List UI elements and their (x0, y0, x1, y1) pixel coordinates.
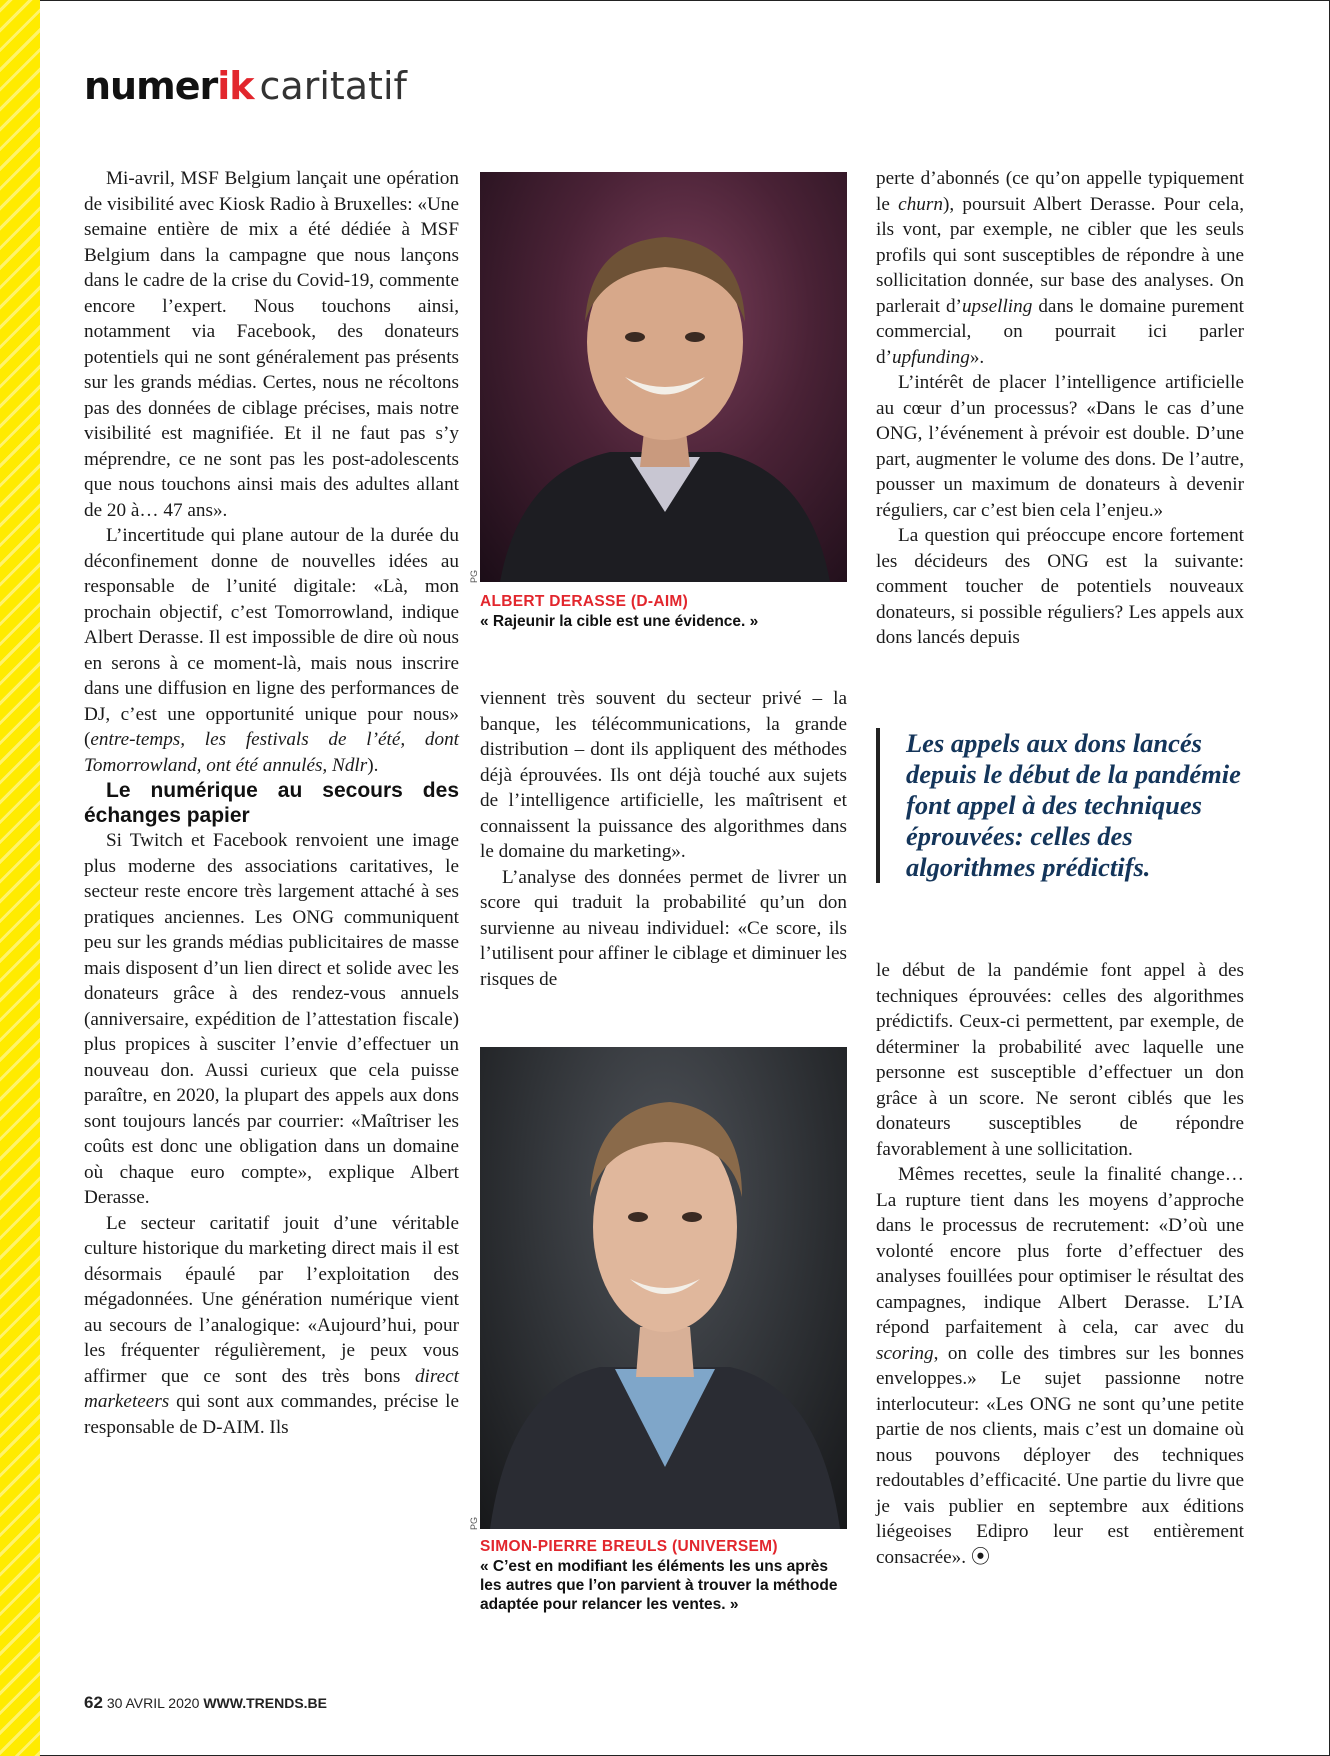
text: L’incertitude qui plane autour de la durée du déconfinement donne de nouvelles idées au responsable de l’unité digitale: «Là, mon prochain objectif, c’est Tomorrowland, indique Albert Derasse. Il est impossible de dire où nous en serons à ce moment-là, mais nous inscrire dans une diffusion en ligne des performances de DJ, c’est une opportunité unique pour nous» ( (84, 525, 459, 750)
portrait-photo-simon-pierre-breuls (480, 1047, 847, 1529)
paragraph: La question qui préoccupe encore fortement les décideurs des ONG est la suivante: comment toucher de potentiels nouveaux donateurs, si possible réguliers? Les appels aux dons lancés depuis (876, 525, 1244, 648)
paragraph (84, 523, 459, 778)
portrait-illustration (480, 172, 847, 582)
paragraph: Mi-avril, MSF Belgium lançait une opération de visibilité avec Kiosk Radio à Bruxelles: «Une semaine entière de mix a été dédiée à MSF Belgium dans la campagne que nous lançons dans le cadre de la crise du Covid-19, commente encore l’expert. Nous touchons ainsi, notamment via Facebook, des donateurs potentiels qui ne sont généralement pas présents sur les grands médias. Certes, nous ne récoltons pas des données de ciblage précises, mais notre visibilité est magnifiée. Et il ne faut pas s’y méprendre, ce ne sont pas les post-adolescents que nous touchons ainsi mais des adultes allant de 20 à… 47 ans». (84, 168, 459, 521)
brand-part1: numer (84, 64, 218, 108)
paragraph: L’analyse des données permet de livrer un score qui traduit la probabilité qu’un don survienne au niveau individuel: «Ce score, ils l’utilisent pour affiner le ciblage et diminuer les risques de (480, 866, 847, 990)
caption-name: ALBERT DERASSE (D-AIM) (480, 593, 689, 610)
italic-text: upselling (961, 295, 1033, 317)
brand-logo (84, 64, 254, 108)
text: Le secteur caritatif jouit d’une véritable culture historique du marketing direct mais il est désormais épaulé par l’exploitation des mégadonnées. Une génération numérique vient au secours de l’analogique: «Aujourd’hui, pour les fréquenter régulièrement, je peux vous affirmer que ce sont des très bons (84, 1212, 459, 1387)
text: dans le domaine purement commercial, on pourrait ici parler d’ (876, 295, 1244, 368)
article-column-1 (84, 166, 459, 1440)
photo-caption (480, 1537, 850, 1614)
page-number: 62 (84, 1693, 103, 1712)
text: ), poursuit Albert Derasse. Pour cela, ils vont, par exemple, ne cibler que les seuls profils qui sont susceptibles de répondre à une sollicitation donnée, sur base des analyses. On parlerait d’ (876, 193, 1244, 317)
portrait-photo-albert-derasse (480, 172, 847, 582)
website-link: WWW.TRENDS.BE (203, 1695, 327, 1711)
article-column-3-top (876, 166, 1244, 651)
italic-text: upfunding (891, 346, 970, 368)
subheading: Le numérique au secours des échanges papier (84, 779, 459, 827)
end-of-article-icon: ⦿ (966, 1546, 991, 1568)
page-header (84, 64, 407, 108)
caption-quote: « Rajeunir la cible est une évidence. » (480, 613, 759, 630)
section-title: caritatif (259, 64, 407, 108)
italic-text: churn (898, 193, 943, 215)
photo-caption (480, 592, 850, 631)
paragraph: viennent très souvent du secteur privé – la banque, les télécommunications, la grande distribution – dont ils appliquent des méthodes déjà éprouvées. Ils ont déjà touché aux sujets de l’intelligence artificielle, les maîtrisent et connaissent la puissance des algorithmes dans le domaine du marketing». (480, 688, 847, 862)
paragraph (876, 166, 1244, 370)
text: qui sont aux commandes, précise le responsable de D-AIM. Ils (84, 1391, 459, 1438)
italic-text: entre-temps, les festivals de l’été, dont Tomorrowland, ont été annulés, Ndlr (84, 729, 459, 776)
portrait-illustration (480, 1047, 847, 1529)
page-footer (84, 1693, 327, 1713)
article-column-3-bottom (876, 958, 1244, 1570)
caption-quote: « C’est en modifiant les éléments les uns après les autres que l’on parvient à trouver la méthode adaptée pour relancer les ventes. » (480, 1558, 838, 1613)
paragraph (84, 1211, 459, 1441)
issue-date: 30 AVRIL 2020 (106, 1695, 200, 1711)
text: , on colle des timbres sur les bonnes enveloppes.» Le sujet passionne notre interlocuteur: «Les ONG ne sont qu’une petite partie de nos clients, mais c’est un domaine où nous pouvons déployer des techniques redoutables d’efficacité. Une partie du livre que je vais publier en septembre aux éditions liégeoises Edipro leur est entièrement consacrée». (876, 1342, 1244, 1568)
photo-credit: PG (469, 569, 479, 583)
text: ». (969, 346, 985, 368)
pull-quote: Les appels aux dons lancés depuis le début de la pandémie font appel à des techniques éprouvées: celles des algorithmes prédictifs. (876, 728, 1246, 883)
article-column-2 (480, 686, 847, 992)
italic-text: direct marketeers (84, 1365, 459, 1412)
photo-credit: PG (469, 1516, 479, 1530)
italic-text: scoring (876, 1342, 934, 1364)
paragraph: Si Twitch et Facebook renvoient une image plus moderne des associations caritatives, le secteur reste encore très largement attaché à ses pratiques anciennes. Les ONG communiquent peu sur les grands médias publicitaires de masse mais disposent d’un lien direct et solide avec les donateurs grâce à des rendez-vous annuels (anniversaire, expédition de l’attestation fiscale) plus propices à susciter l’envie d’effectuer un nouveau don. Aussi curieux que cela puisse paraître, en 2020, la plupart des appels aux dons sont toujours lancés par courrier: «Maîtriser les coûts est donc une obligation dans un domaine où chaque euro compte», explique Albert Derasse. (84, 830, 459, 1208)
paragraph: le début de la pandémie font appel à des techniques éprouvées: celles des algorithmes prédictifs. Ceux-ci permettent, par exemple, de déterminer la probabilité avec laquelle une personne est susceptible d’effectuer un don grâce à un score. Ne seront ciblés que les donateurs susceptibles de répondre favorablement à une sollicitation. (876, 960, 1244, 1160)
text: ). (367, 754, 379, 776)
text: Mêmes recettes, seule la finalité change… La rupture tient dans les moyens d’approche dans le processus de recrutement: «D’où une volonté encore plus forte d’effectuer des analyses fouillées pour optimiser le résultat des campagnes, indique Albert Derasse. L’IA répond parfaitement à cela, car avec du (876, 1164, 1244, 1338)
text: perte d’abonnés (ce qu’on appelle typiquement le (876, 168, 1244, 215)
paragraph: L’intérêt de placer l’intelligence artificielle au cœur d’un processus? «Dans le cas d’une ONG, l’événement à prévoir est double. D’une part, augmenter le volume des dons. De l’autre, pousser un maximum de donateurs à devenir réguliers, car c’est bien cela l’enjeu.» (876, 372, 1244, 521)
yellow-edge-strip (0, 0, 40, 1756)
caption-name: SIMON-PIERRE BREULS (UNIVERSEM) (480, 1538, 778, 1555)
brand-part2: ik (217, 64, 254, 108)
paragraph (876, 1162, 1244, 1570)
